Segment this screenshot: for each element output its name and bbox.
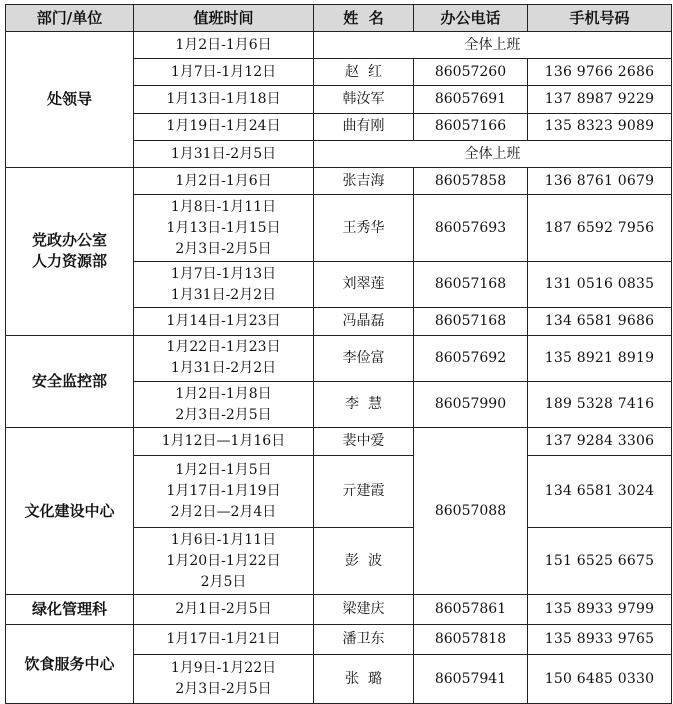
duty-time: 1月17日-1月21日	[134, 625, 314, 655]
duty-time: 2月1日-2月5日	[134, 594, 314, 624]
staff-name: 李俭富	[314, 335, 414, 381]
header-dept: 部门/单位	[6, 5, 134, 32]
mobile-phone: 135 8921 8919	[528, 335, 672, 381]
duty-time	[134, 262, 314, 308]
dept-safety: 安全监控部	[6, 335, 134, 428]
all-staff-note: 全体上班	[314, 140, 672, 167]
duty-schedule-table	[5, 4, 672, 704]
office-phone: 86057692	[414, 335, 528, 381]
table-row	[6, 625, 672, 655]
duty-time	[134, 382, 314, 428]
office-phone: 86057861	[414, 594, 528, 624]
mobile-phone: 151 6525 6675	[528, 528, 672, 595]
mobile-phone: 134 6581 3024	[528, 455, 672, 528]
duty-time: 1月7日-1月12日	[134, 59, 314, 86]
header-time: 值班时间	[134, 5, 314, 32]
dept-office-hr	[6, 168, 134, 335]
duty-time-line: 2月5日	[200, 573, 247, 590]
header-office-phone: 办公电话	[414, 5, 528, 32]
staff-name: 裴中爱	[314, 428, 414, 455]
duty-time-line: 1月2日-1月5日	[175, 462, 272, 478]
office-phone: 86057990	[414, 382, 528, 428]
duty-time: 1月13日-1月18日	[134, 86, 314, 113]
mobile-phone: 137 8987 9229	[528, 86, 672, 113]
mobile-phone: 135 8933 9799	[528, 594, 672, 624]
duty-time-line: 1月7日-1月13日	[170, 265, 277, 282]
duty-time-line: 2月3日-2月5日	[175, 406, 272, 423]
header-row	[6, 5, 672, 32]
staff-name: 曲有刚	[314, 113, 414, 140]
mobile-phone: 135 8933 9765	[528, 625, 672, 655]
table-row	[6, 32, 672, 59]
staff-name: 王秀华	[314, 195, 414, 262]
staff-name: 冯晶磊	[314, 308, 414, 335]
staff-name: 张 璐	[314, 655, 414, 704]
office-phone: 86057691	[414, 86, 528, 113]
staff-name: 亓建霞	[314, 455, 414, 528]
duty-time-line: 2月3日-2月5日	[175, 240, 272, 257]
duty-time: 1月12日—1月16日	[134, 428, 314, 455]
header-mobile: 手机号码	[528, 5, 672, 32]
office-phone: 86057166	[414, 113, 528, 140]
office-phone: 86057858	[414, 168, 528, 195]
mobile-phone: 134 6581 9686	[528, 308, 672, 335]
staff-name: 韩汝军	[314, 86, 414, 113]
office-phone: 86057818	[414, 625, 528, 655]
staff-name: 刘翠莲	[314, 262, 414, 308]
staff-name: 张吉海	[314, 168, 414, 195]
office-phone: 86057941	[414, 655, 528, 704]
all-staff-note: 全体上班	[314, 32, 672, 59]
header-name: 姓 名	[314, 5, 414, 32]
table-row	[6, 168, 672, 195]
dept-culture: 文化建设中心	[6, 428, 134, 594]
dept-greening: 绿化管理科	[6, 594, 134, 624]
mobile-phone: 131 0516 0835	[528, 262, 672, 308]
duty-time	[134, 455, 314, 528]
mobile-phone: 150 6485 0330	[528, 655, 672, 704]
table-row	[6, 428, 672, 455]
dept-name-line1: 党政办公室	[31, 231, 107, 250]
duty-time-line: 2月2日—2月4日	[170, 504, 277, 520]
duty-time-line: 2月3日-2月5日	[175, 681, 272, 698]
staff-name: 潘卫东	[314, 625, 414, 655]
mobile-phone: 136 8761 0679	[528, 168, 672, 195]
duty-time: 1月19日-1月24日	[134, 113, 314, 140]
dept-food: 饮食服务中心	[6, 625, 134, 704]
duty-time-line: 1月2日-1月8日	[175, 385, 272, 402]
table-row	[6, 335, 672, 381]
duty-time	[134, 335, 314, 381]
mobile-phone: 136 9766 2686	[528, 59, 672, 86]
duty-time-line: 1月8日-1月11日	[170, 198, 277, 215]
duty-time	[134, 195, 314, 262]
duty-time: 1月2日-1月6日	[134, 168, 314, 195]
duty-time-line: 1月17日-1月19日	[166, 483, 281, 499]
staff-name: 赵 红	[314, 59, 414, 86]
office-phone: 86057088	[414, 428, 528, 594]
dept-leadership: 处领导	[6, 32, 134, 168]
duty-time-line: 1月6日-1月11日	[170, 531, 277, 548]
duty-time-line: 1月31日-2月2日	[170, 286, 277, 303]
office-phone: 86057168	[414, 262, 528, 308]
office-phone: 86057168	[414, 308, 528, 335]
staff-name: 彭 波	[314, 528, 414, 595]
table-row	[6, 594, 672, 624]
duty-time-line: 1月9日-1月22日	[170, 660, 277, 677]
duty-time-line: 1月22日-1月23日	[166, 339, 281, 356]
duty-time-line: 1月13日-1月15日	[166, 219, 281, 236]
office-phone: 86057693	[414, 195, 528, 262]
mobile-phone: 137 9284 3306	[528, 428, 672, 455]
duty-time	[134, 528, 314, 595]
mobile-phone: 189 5328 7416	[528, 382, 672, 428]
mobile-phone: 135 8323 9089	[528, 113, 672, 140]
duty-time: 1月14日-1月23日	[134, 308, 314, 335]
duty-time: 1月31日-2月5日	[134, 140, 314, 167]
office-phone: 86057260	[414, 59, 528, 86]
duty-time: 1月2日-1月6日	[134, 32, 314, 59]
dept-name-line2: 人力资源部	[31, 252, 107, 271]
duty-time-line: 1月20日-1月22日	[166, 552, 281, 569]
duty-time-line: 1月31日-2月2日	[170, 360, 277, 377]
duty-time	[134, 655, 314, 704]
staff-name: 李 慧	[314, 382, 414, 428]
mobile-phone: 187 6592 7956	[528, 195, 672, 262]
staff-name: 梁建庆	[314, 594, 414, 624]
